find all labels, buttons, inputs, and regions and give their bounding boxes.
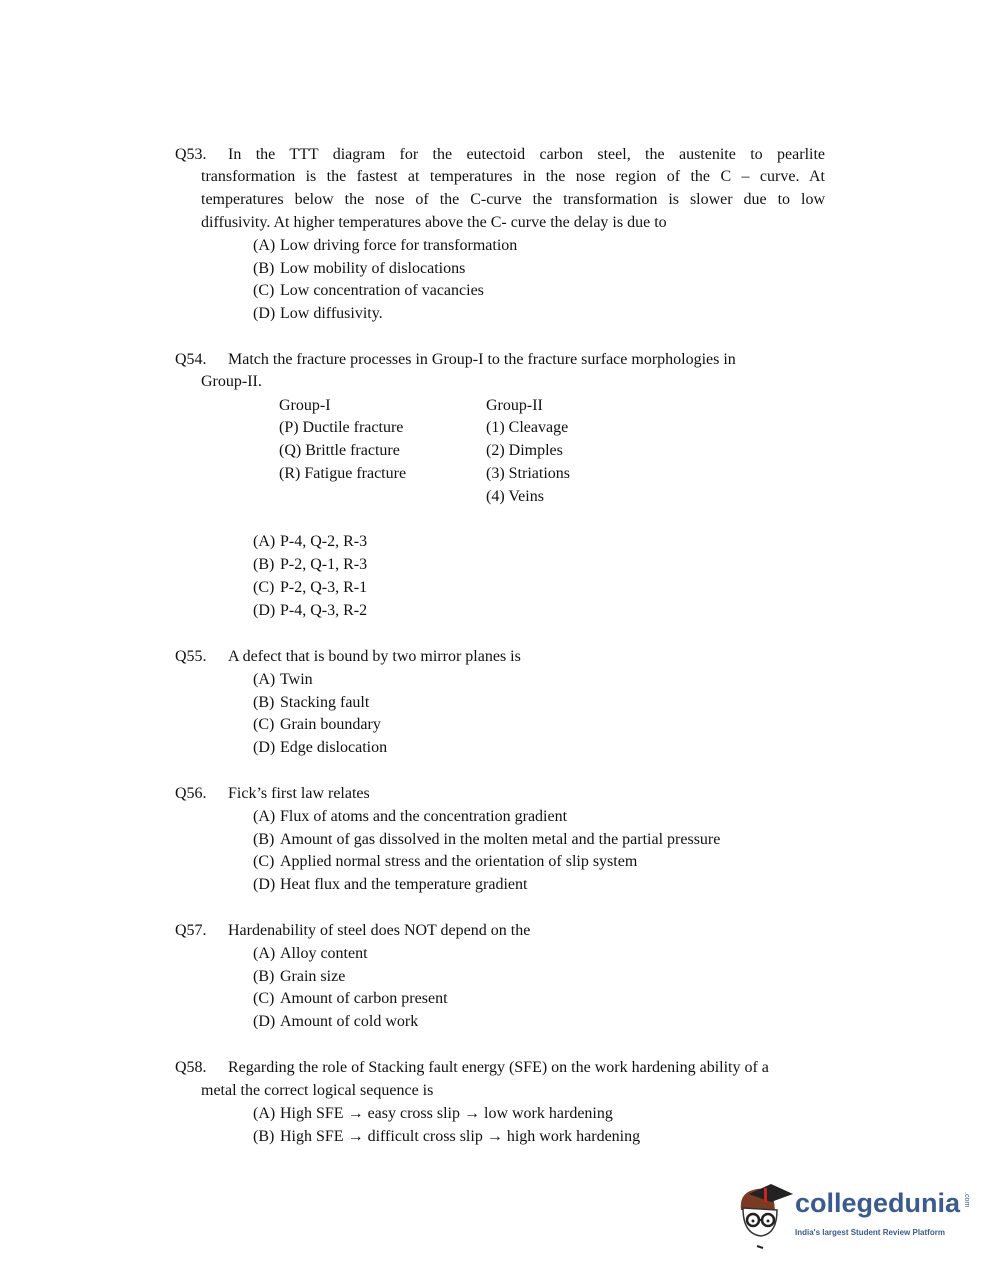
option-label: (D) [253,602,276,619]
group-2-item: (2) Dimples [486,442,563,459]
option-text: High SFE → easy cross slip → low work hardening [280,1105,613,1122]
group-1-item: (R) Fatigue fracture [279,465,407,482]
group-1-item: (P) Ductile fracture [279,419,404,436]
option-text: High SFE → difficult cross slip → high work hardening [280,1128,641,1145]
option [253,944,368,964]
option-text: Amount of carbon present [280,990,448,1007]
option-text: P-2, Q-1, R-3 [280,556,368,573]
question-number: Q56. [175,785,207,802]
option-label: (D) [253,1013,276,1030]
option-text: Amount of gas dissolved in the molten metal and the partial pressure [280,831,721,848]
option-text: P-2, Q-3, R-1 [280,579,368,596]
option [253,304,383,324]
option [253,852,637,872]
group-2-item: (1) Cleavage [486,419,569,436]
option [253,1012,418,1032]
option-label: (B) [253,694,275,711]
option-label: (C) [253,282,275,299]
question-text: transformation is the fastest at temperatures in the nose region of the C – curve. At [201,168,825,185]
option-label: (C) [253,990,275,1007]
option [253,578,367,598]
option [253,601,367,621]
group-2-item: (4) Veins [486,488,544,505]
question-text: Match the fracture processes in Group-I to the fracture surface morphologies in [228,351,736,368]
option-label: (D) [253,739,276,756]
logo-wordmark: collegedunia [795,1188,961,1218]
option [253,259,465,279]
option-label: (B) [253,1128,275,1145]
option-label: (A) [253,237,276,254]
option-label: (B) [253,831,275,848]
mascot-icon [735,1180,793,1252]
question-text: temperatures below the nose of the C-curve the transformation is slower due to low [201,191,825,208]
option [253,738,387,758]
option-text: Twin [280,671,313,688]
option-text: Flux of atoms and the concentration gradient [280,808,568,825]
option-label: (A) [253,808,276,825]
option [253,1127,640,1147]
option [253,693,369,713]
option [253,532,367,552]
option-text: Low concentration of vacancies [280,282,484,299]
option-label: (B) [253,968,275,985]
option [253,236,517,256]
question-text: Hardenability of steel does NOT depend on the [228,922,531,939]
question-number: Q55. [175,648,207,665]
option-text: Grain size [280,968,346,985]
group-1-header: Group-I [279,397,331,414]
option [253,1104,613,1124]
question-text: A defect that is bound by two mirror planes is [228,648,521,665]
option-text: Applied normal stress and the orientation of slip system [280,853,638,870]
option-label: (A) [253,671,276,688]
option-label: (B) [253,260,275,277]
option-label: (B) [253,556,275,573]
group-2-item: (3) Striations [486,465,570,482]
option-text: Edge dislocation [280,739,388,756]
option [253,807,567,827]
option-text: P-4, Q-3, R-2 [280,602,368,619]
logo-suffix: .com [963,1192,971,1208]
option [253,830,720,850]
option-text: Amount of cold work [280,1013,419,1030]
option-label: (C) [253,853,275,870]
option-text: P-4, Q-2, R-3 [280,533,368,550]
question-number: Q54. [175,351,207,368]
option [253,715,381,735]
group-1-item: (Q) Brittle fracture [279,442,400,459]
option [253,875,527,895]
question-number: Q57. [175,922,207,939]
option-text: Stacking fault [280,694,370,711]
group-2-header: Group-II [486,397,543,414]
collegedunia-logo [735,1180,975,1252]
option-text: Heat flux and the temperature gradient [280,876,528,893]
question-text: Fick’s first law relates [228,785,370,802]
option-text: Low diffusivity. [280,305,383,322]
option-label: (C) [253,716,275,733]
question-text: metal the correct logical sequence is [201,1082,434,1099]
option-label: (D) [253,876,276,893]
logo-tagline: India's largest Student Review Platform [795,1228,945,1237]
option-label: (A) [253,945,276,962]
option [253,281,484,301]
option-text: Alloy content [280,945,368,962]
option-label: (A) [253,1105,276,1122]
option-text: Low mobility of dislocations [280,260,466,277]
option-label: (C) [253,579,275,596]
option-text: Low driving force for transformation [280,237,518,254]
question-text: In the TTT diagram for the eutectoid carbon steel, the austenite to pearlite [228,146,825,163]
option-label: (A) [253,533,276,550]
question-number: Q53. [175,146,207,163]
question-text: Group-II. [201,373,262,390]
option-text: Grain boundary [280,716,381,733]
question-number: Q58. [175,1059,207,1076]
question-text: diffusivity. At higher temperatures above the C- curve the delay is due to [201,214,667,231]
option [253,967,345,987]
option [253,989,448,1009]
option [253,670,313,690]
question-text: Regarding the role of Stacking fault energy (SFE) on the work hardening ability of a [228,1059,769,1076]
option-label: (D) [253,305,276,322]
logo-wordmark-row [795,1186,970,1220]
option [253,555,367,575]
